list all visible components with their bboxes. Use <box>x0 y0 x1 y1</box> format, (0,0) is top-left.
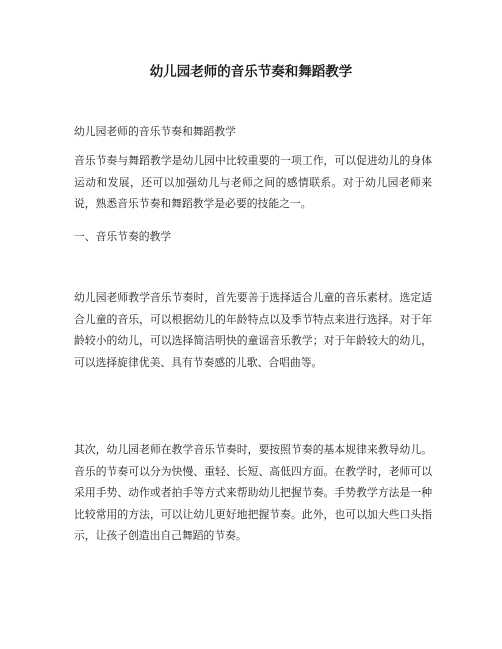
body-paragraph-2: 其次，幼儿园老师在教学音乐节奏时，要按照节奏的基本规律来教导幼儿。音乐的节奏可以分为快慢、重轻、长短、高低四方面。在教学时，老师可以采用手势、动作或者拍手等方式来帮助幼儿把握节奏。手势教学方法是一种比较常用的方法，可以让幼儿更好地把握节奏。此外，也可以加大些口头指示，让孩子创造出自己舞蹈的节奏。 <box>74 443 432 543</box>
body-paragraph-1: 幼儿园老师教学音乐节奏时，首先要善于选择适合儿童的音乐素材。选定适合儿童的音乐，可以根据幼儿的年龄特点以及季节特点来进行选择。对于年龄较小的幼儿，可以选择简洁明快的童谣音乐教学；对于年龄较大的幼儿，可以选择旋律优美、具有节奏感的儿歌、合唱曲等。 <box>74 291 432 369</box>
intro-paragraph: 音乐节奏与舞蹈教学是幼儿园中比较重要的一项工作，可以促进幼儿的身体运动和发展，还可以加强幼儿与老师之间的感情联系。对于幼儿园老师来说，熟悉音乐节奏和舞蹈教学是必要的技能之一。 <box>74 154 432 211</box>
document-subtitle: 幼儿园老师的音乐节奏和舞蹈教学 <box>74 125 236 138</box>
document-title: 幼儿园老师的音乐节奏和舞蹈教学 <box>149 64 353 80</box>
section-heading: 一、音乐节奏的教学 <box>74 230 172 243</box>
